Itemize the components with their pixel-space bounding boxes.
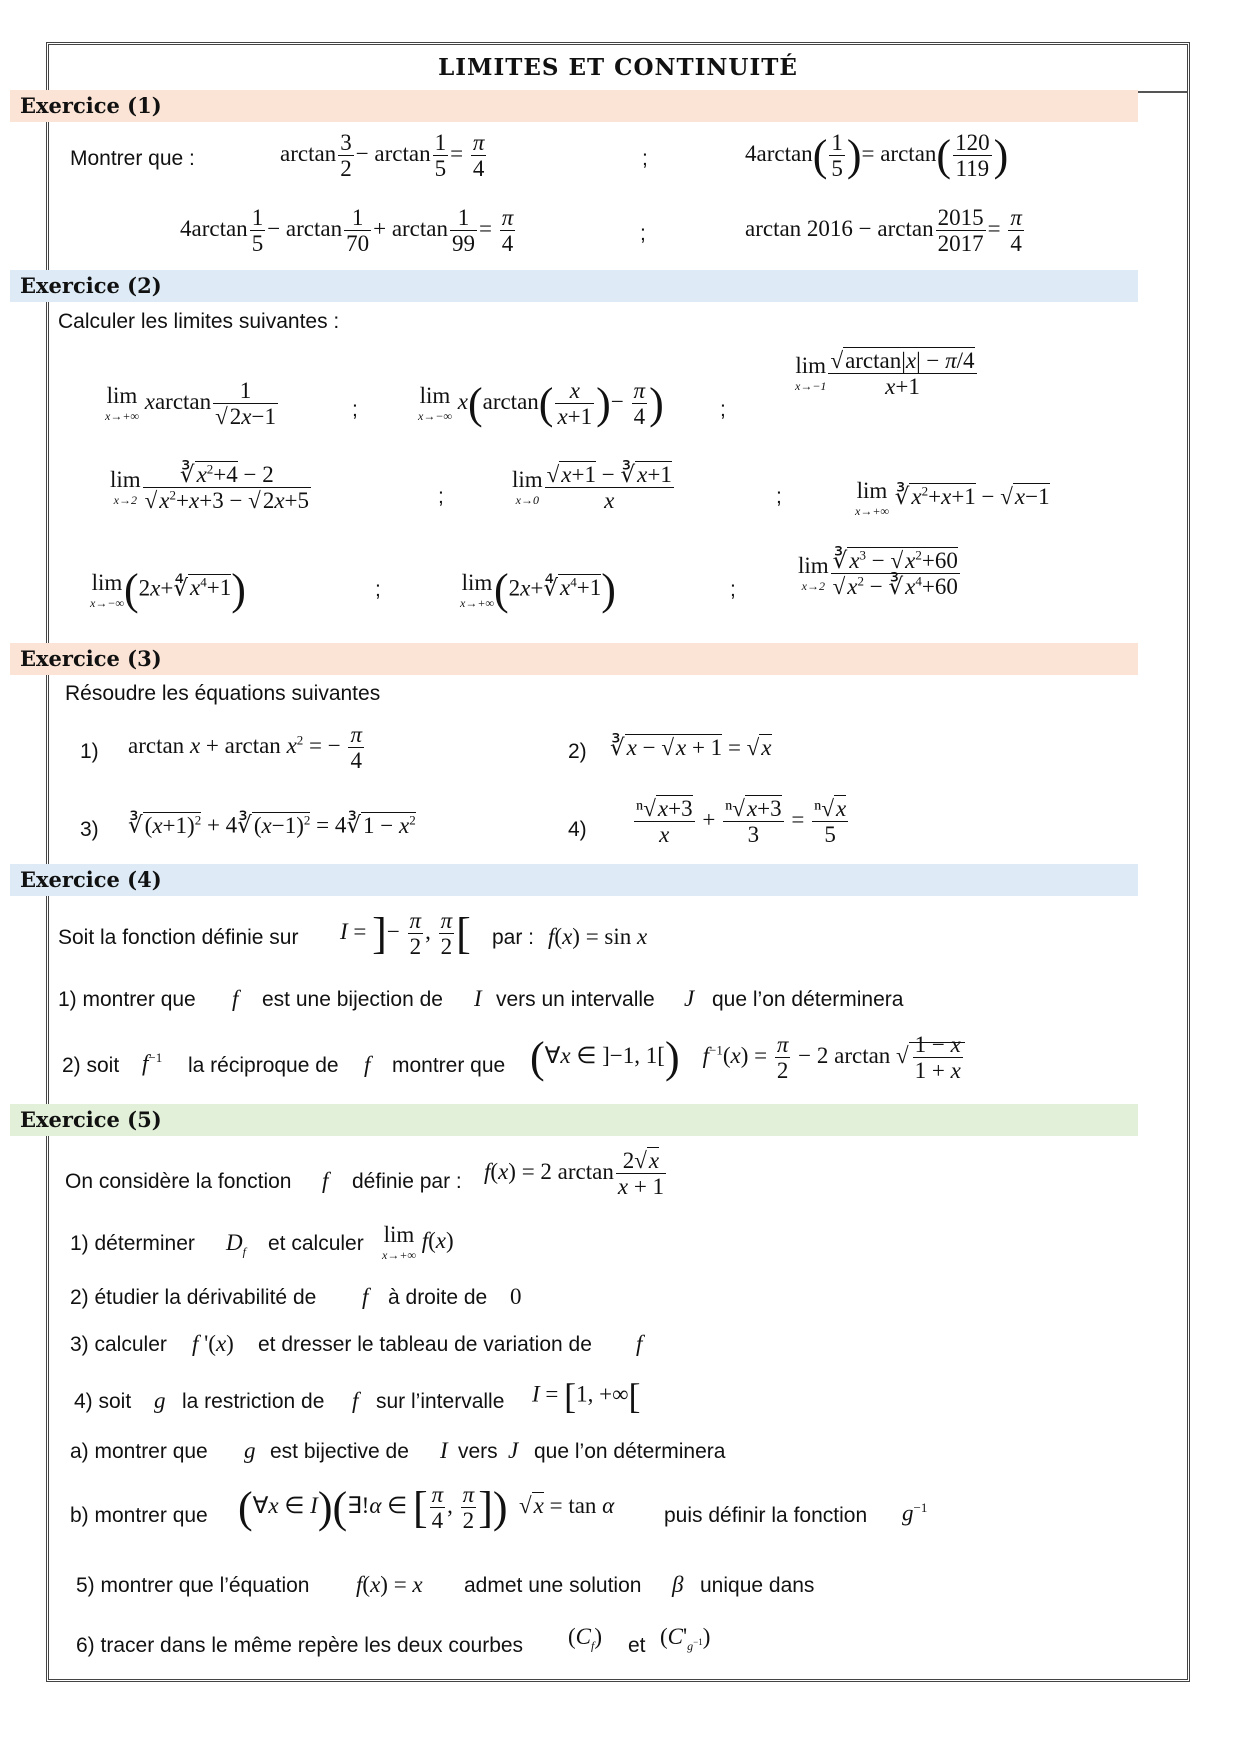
ex5-q5a: 5) montrer que l’équation xyxy=(76,1574,310,1597)
ex4-q1c: vers un intervalle xyxy=(496,988,655,1011)
ex4-func: f(x) = sin x xyxy=(548,924,648,949)
ex5-qa-d: que l’on déterminera xyxy=(534,1440,726,1463)
ex5-q3a: 3) calculer xyxy=(70,1333,167,1356)
ex5-qa-c: vers xyxy=(458,1440,498,1463)
ex5-f0: f xyxy=(322,1168,329,1193)
ex3-num2: 2) xyxy=(568,740,587,763)
ex4-q1d: que l’on déterminera xyxy=(712,988,904,1011)
ex3-intro: Résoudre les équations suivantes xyxy=(65,682,381,705)
ex4-f1: f xyxy=(232,986,239,1011)
ex5-q1b: et calculer xyxy=(268,1232,364,1255)
ex4-interval: I = ]− $\frac{\pi}{2}$ , $\frac{\pi}{2}$ [ xyxy=(340,908,471,960)
ex3-num1: 1) xyxy=(80,740,99,763)
ex5-func: f(x) = 2 arctan $\frac{2√x}{x + 1}$ xyxy=(484,1148,665,1200)
ex5-Df: $D_f$ xyxy=(226,1230,246,1259)
ex1-sep: ; xyxy=(642,147,648,170)
ex5-ginv: $g^{-1}$ xyxy=(902,1500,928,1526)
ex3-eq2: ∛x − √x + 1 = √x xyxy=(610,735,772,760)
ex5-q5b: admet une solution xyxy=(464,1574,642,1597)
ex5-Cf: $(C_f)$ xyxy=(568,1624,603,1653)
ex5-q1a: 1) déterminer xyxy=(70,1232,195,1255)
ex5-qb-a: b) montrer que xyxy=(70,1504,208,1527)
ex3-eq3: $∛(x+1)^2$ + $4∛(x-1)^2$ = 4∛1 − $x^2$ xyxy=(128,812,416,838)
ex4-q1b: est une bijection de xyxy=(262,988,443,1011)
ex1-intro: Montrer que : xyxy=(70,147,195,170)
ex5-intro: On considère la fonction xyxy=(65,1170,292,1193)
ex2-lim7: lim x→−∞ $(2x+∜x^4+1)$ xyxy=(90,565,246,614)
ex5-beta: β xyxy=(672,1572,684,1597)
ex2-lim4: lim x→2 $\frac{∛x^2+4 - 2}{√x^2+x+3 - √2x+5}$ xyxy=(110,461,310,514)
ex5-f2: f xyxy=(362,1284,369,1309)
ex5-f4: f xyxy=(352,1388,359,1413)
ex4-q2b: la réciproque de xyxy=(188,1054,339,1077)
ex2-lim1: lim x→+∞ xarctan $\frac{1}{√2x-1}$ xyxy=(105,378,276,430)
page-title: LIMITES ET CONTINUITÉ xyxy=(49,45,1187,93)
ex4-line1a: Soit la fonction définie sur xyxy=(58,926,299,949)
ex5-interval: I = [1, +∞[ xyxy=(532,1376,641,1416)
ex5-eq: f(x) = x xyxy=(356,1572,423,1597)
ex5-f3: f xyxy=(636,1331,643,1356)
exercise-3-header: Exercice (3) xyxy=(10,643,1138,675)
ex2-lim8: lim x→+∞ $(2x+∜x^4+1)$ xyxy=(460,565,616,614)
ex4-I1: I xyxy=(474,986,482,1011)
exercise-1-header: Exercice (1) xyxy=(10,90,1138,122)
ex5-qb-formula: (∀x ∈ I)(∃!α ∈ [ $\frac{\pi}{4}$ , $\frac{\pi}{2}$ ]) √x = tan α xyxy=(238,1482,615,1534)
ex4-q2c: montrer que xyxy=(392,1054,506,1077)
ex4-f2: f xyxy=(364,1052,371,1077)
ex2-sep2: ; xyxy=(720,398,726,421)
ex2-sep3: ; xyxy=(438,485,444,508)
exercise-4-header: Exercice (4) xyxy=(10,864,1138,896)
ex5-q2a: 2) étudier la dérivabilité de xyxy=(70,1286,317,1309)
ex2-sep6: ; xyxy=(730,578,736,601)
ex2-lim2: lim x→−∞ x(arctan( $\frac{x}{x+1}$ )− $\frac{\pi}{4}$ ) xyxy=(418,378,664,430)
ex2-intro: Calculer les limites suivantes : xyxy=(58,310,340,333)
ex5-q6b: et xyxy=(628,1634,646,1657)
ex5-qa-b: est bijective de xyxy=(270,1440,409,1463)
ex4-finv: $f^{-1}$ xyxy=(142,1050,163,1076)
ex5-I2: I xyxy=(440,1438,448,1463)
ex2-sep1: ; xyxy=(352,398,358,421)
ex5-q3b: et dresser le tableau de variation de xyxy=(258,1333,592,1356)
ex5-lim: lim x→+∞ f(x) xyxy=(382,1222,454,1262)
ex3-num3: 3) xyxy=(80,818,99,841)
ex5-g2: g xyxy=(244,1438,256,1463)
ex5-q4c: sur l’intervalle xyxy=(376,1390,505,1413)
ex4-formula: (∀x ∈ ]−1, 1[) $f^{-1}(x)$ = $\frac{\pi}{2}$ − 2 arctan √ $\frac{1 - x}{1 + x}$ xyxy=(530,1032,965,1084)
ex1-sep2: ; xyxy=(640,222,646,245)
ex4-line1b: par : xyxy=(492,926,535,949)
ex2-sep4: ; xyxy=(776,485,782,508)
ex5-q5c: unique dans xyxy=(700,1574,815,1597)
ex3-eq1: $\arctan x + \arctan x^2$ = − $\frac{\pi}{4}$ xyxy=(128,722,363,774)
ex5-q4a: 4) soit xyxy=(74,1390,132,1413)
ex1-eq3: 4arctan $\frac{1}{5}$ − arctan $\frac{1}{70}$ + arctan $\frac{1}{99}$ = $\frac{\pi}{4}$ xyxy=(180,205,514,257)
ex4-q1a: 1) montrer que xyxy=(58,988,196,1011)
ex4-q2a: 2) soit xyxy=(62,1054,120,1077)
ex5-J2: J xyxy=(508,1438,519,1463)
exercise-5-header: Exercice (5) xyxy=(10,1104,1138,1136)
exercise-2-header: Exercice (2) xyxy=(10,270,1138,302)
ex5-Cg: $(C'_{g^{-1}})$ xyxy=(660,1624,711,1653)
ex5-q4b: la restriction de xyxy=(182,1390,325,1413)
ex2-lim5: lim x→0 $\frac{√x+1 - ∛x+1}{x}$ xyxy=(512,462,672,514)
ex4-J1: J xyxy=(684,986,695,1011)
ex1-eq1: arctan $\frac{3}{2}$ − arctan $\frac{1}{5}$ = $\frac{\pi}{4}$ xyxy=(280,130,485,182)
ex1-eq2: 4arctan( $\frac{1}{5}$ )= arctan( $\frac{120}{119}$ ) xyxy=(745,130,1009,182)
ex5-q2b: à droite de xyxy=(388,1286,488,1309)
ex5-qb-b: puis définir la fonction xyxy=(664,1504,868,1527)
ex5-zero: 0 xyxy=(510,1284,522,1309)
ex2-lim3: lim x→−1 $\frac{√\arctan|x| - \pi/4}{x+1}$ xyxy=(795,348,975,400)
ex5-intro-b: définie par : xyxy=(352,1170,462,1193)
ex3-num4: 4) xyxy=(568,818,587,841)
ex5-qa-a: a) montrer que xyxy=(70,1440,208,1463)
ex3-eq4: $\frac{\text{ⁿ√x+3}}{x}$ + $\frac{\text{ⁿ√x+3}}{3}$ = $\frac{\text{ⁿ√x}}{5}$ xyxy=(636,796,847,848)
ex2-lim9: lim x→2 $\frac{∛x^3 - √x^2+60}{√x^2 - ∛x^4+60}$ xyxy=(798,547,958,600)
ex1-eq4: arctan 2016 − arctan $\frac{2015}{2017}$ = $\frac{\pi}{4}$ xyxy=(745,205,1022,257)
ex5-g: g xyxy=(154,1388,166,1413)
ex2-sep5: ; xyxy=(375,578,381,601)
ex2-lim6: lim x→+∞ $∛x^2+x+1 - √x-1$ xyxy=(855,478,1050,518)
ex5-q6a: 6) tracer dans le même repère les deux courbes xyxy=(76,1634,524,1657)
ex5-fprime: f '(x) xyxy=(192,1331,234,1356)
